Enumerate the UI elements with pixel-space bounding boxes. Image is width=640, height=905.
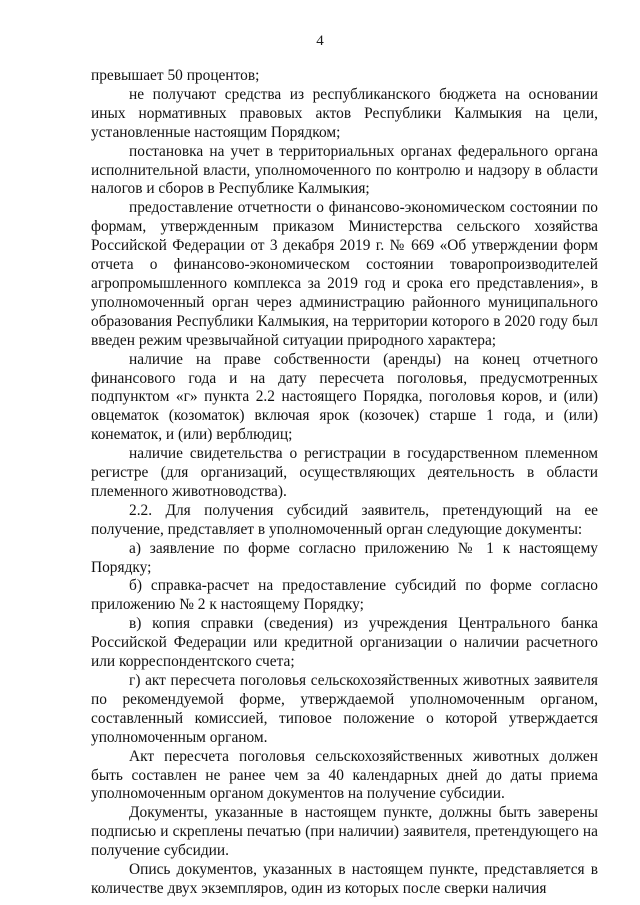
paragraph: превышает 50 процентов; [91, 67, 260, 84]
paragraph: а) заявление по форме согласно приложению № 1 к настоящему Порядку; [91, 539, 598, 576]
paragraph: не получают средства из республиканского бюджета на основании иных нормативных правовых актов Республики Калмыкия на цели, установленные настоящим Порядком; [91, 85, 598, 141]
paragraph: г) акт пересчета поголовья сельскохозяйственных животных заявителя по рекомендуемой форме, утверждаемой уполномоченным органом, составленный комиссией, типовое положение о которой утверждается уполномоченным органом. [91, 672, 598, 746]
document-body [91, 67, 598, 899]
page-number: 4 [316, 33, 324, 49]
paragraph: Акт пересчета поголовья сельскохозяйственных животных должен быть составлен не ранее чем за 40 календарных дней до даты приема уполномоченным органом документов на получение субсидии. [91, 747, 598, 803]
paragraph: постановка на учет в территориальных органах федерального органа исполнительной власти, уполномоченного по контролю и надзору в области налогов и сборов в Республике Калмыкия; [91, 142, 598, 198]
paragraph: Опись документов, указанных в настоящем пункте, представляется в количестве двух экземпляров, один из которых после сверки наличия [91, 861, 598, 897]
paragraph: б) справка-расчет на предоставление субсидий по форме согласно приложению № 2 к настоящему Порядку; [91, 577, 598, 614]
paragraph: Документы, указанные в настоящем пункте, должны быть заверены подписью и скреплены печатью (при наличии) заявителя, претендующего на получение субсидии. [91, 804, 598, 860]
paragraph: наличие на праве собственности (аренды) на конец отчетного финансового года и на дату пересчета поголовья, предусмотренных подпунктом «г» пункта 2.2 настоящего Порядка, поголовья коров, и (или) овцематок (козоматок) включая ярок (козочек) старше 1 года, и (или) конематок, и (или) верблюдиц; [91, 350, 598, 444]
paragraph: 2.2. Для получения субсидий заявитель, претендующий на ее получение, представляет в уполномоченный орган следующие документы: [91, 501, 598, 538]
paragraph: наличие свидетельства о регистрации в государственном племенном регистре (для организаций, осуществляющих деятельность в области племенного животноводства). [91, 445, 598, 500]
paragraph: в) копия справки (сведения) из учреждения Центрального банка Российской Федерации или кредитной организации о наличии расчетного или корреспондентского счета; [91, 615, 598, 671]
paragraph: предоставление отчетности о финансово-экономическом состоянии по формам, утвержденным приказом Министерства сельского хозяйства Российской Федерации от 3 декабря 2019 г. № 669 «Об утверждении форм отчета о финансово-экономическом состоянии товаропроизводителей агропромышленного комплекса за 2019 год и срока его представления», в уполномоченный орган через администрацию районного муниципального образования Республики Калмыкия, на территории которого в 2020 году был введен режим чрезвычайной ситуации природного характера; [91, 199, 598, 349]
